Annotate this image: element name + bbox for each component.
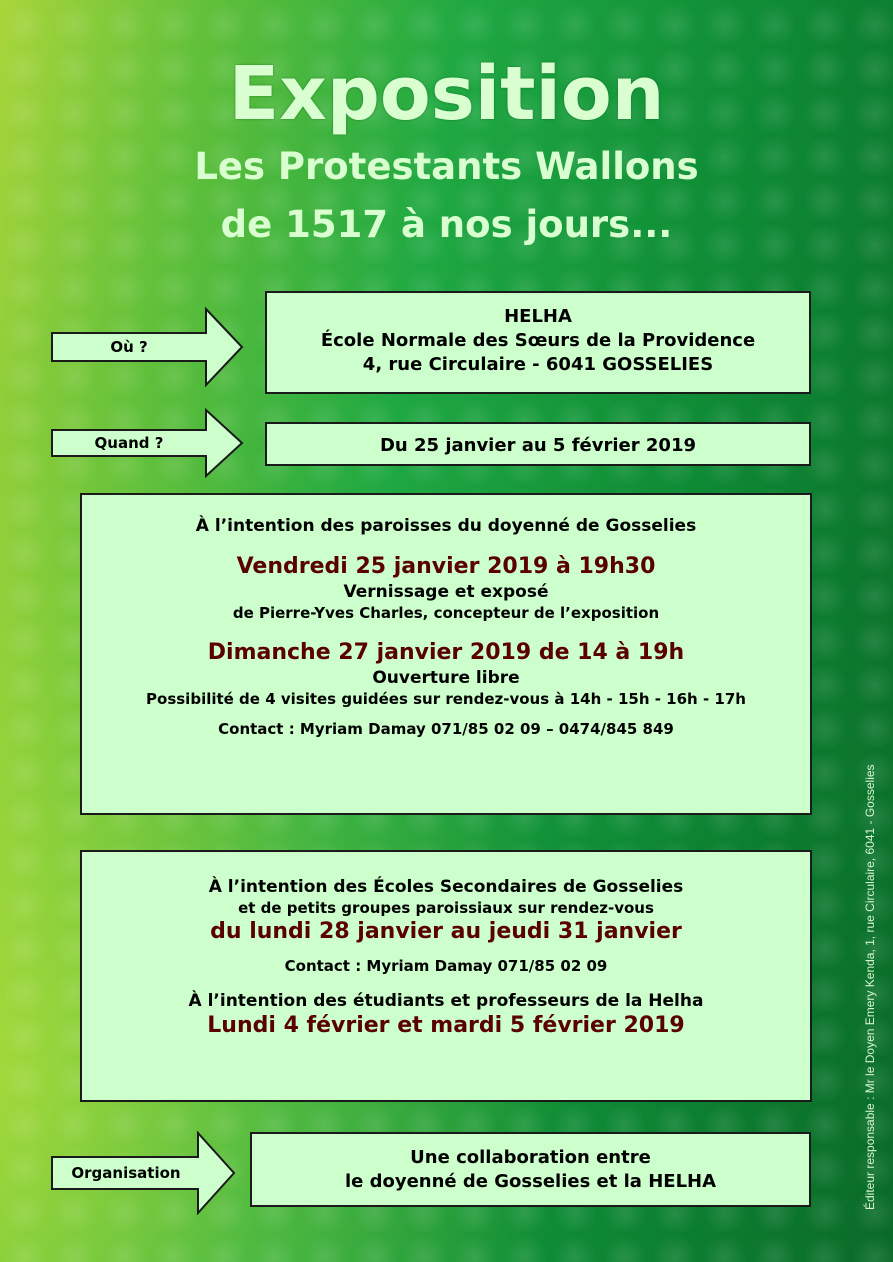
- where-venue-name: HELHA: [504, 306, 572, 327]
- schools-contact: Contact : Myriam Damay 071/85 02 09: [284, 957, 608, 975]
- where-address: 4, rue Circulaire - 6041 GOSSELIES: [362, 354, 714, 375]
- schools-box: [80, 850, 812, 1102]
- parishes-event1-detail: de Pierre-Yves Charles, concepteur de l’exposition: [232, 604, 660, 622]
- parishes-heading: À l’intention des paroisses du doyenné de Gosselies: [195, 516, 697, 536]
- parishes-event2: Ouverture libre: [372, 668, 520, 688]
- students-date: Lundi 4 février et mardi 5 février 2019: [207, 1013, 685, 1038]
- editor-responsible-note: Éditeur responsable : Mr le Doyen Emery Kenda, 1, rue Circulaire, 6041 - Gosselies: [863, 764, 877, 1210]
- when-dates: Du 25 janvier au 5 février 2019: [379, 435, 696, 456]
- schools-heading: À l’intention des Écoles Secondaires de Gosselies: [208, 877, 684, 897]
- where-box: [265, 291, 811, 394]
- organisation-arrow: [50, 1131, 236, 1215]
- parishes-date1: Vendredi 25 janvier 2019 à 19h30: [236, 554, 656, 579]
- organisation-box: [250, 1132, 811, 1207]
- poster-title: Exposition: [228, 51, 665, 137]
- poster-subtitle-line1: Les Protestants Wallons: [194, 145, 699, 188]
- parishes-event2-detail: Possibilité de 4 visites guidées sur rendez-vous à 14h - 15h - 16h - 17h: [146, 690, 746, 708]
- parishes-event1: Vernissage et exposé: [343, 582, 549, 602]
- organisation-line1: Une collaboration entre: [410, 1147, 651, 1168]
- schools-date: du lundi 28 janvier au jeudi 31 janvier: [210, 919, 682, 944]
- where-school-name: École Normale des Sœurs de la Providence: [320, 330, 756, 351]
- schools-heading2: et de petits groupes paroissiaux sur rendez-vous: [238, 899, 654, 917]
- organisation-arrow-label: Organisation: [71, 1164, 181, 1182]
- organisation-line2: le doyenné de Gosselies et la HELHA: [344, 1171, 717, 1192]
- where-arrow-label: Où ?: [110, 338, 148, 356]
- when-arrow: [50, 408, 244, 478]
- students-heading: À l’intention des étudiants et professeurs de la Helha: [188, 991, 704, 1011]
- when-arrow-label: Quand ?: [94, 434, 164, 452]
- parishes-contact: Contact : Myriam Damay 071/85 02 09 – 0474/845 849: [218, 720, 674, 738]
- when-box: [265, 422, 811, 466]
- where-arrow: [50, 307, 244, 387]
- parishes-box: [80, 493, 812, 815]
- poster-subtitle-line2: de 1517 à nos jours...: [220, 203, 673, 246]
- parishes-date2: Dimanche 27 janvier 2019 de 14 à 19h: [207, 640, 685, 665]
